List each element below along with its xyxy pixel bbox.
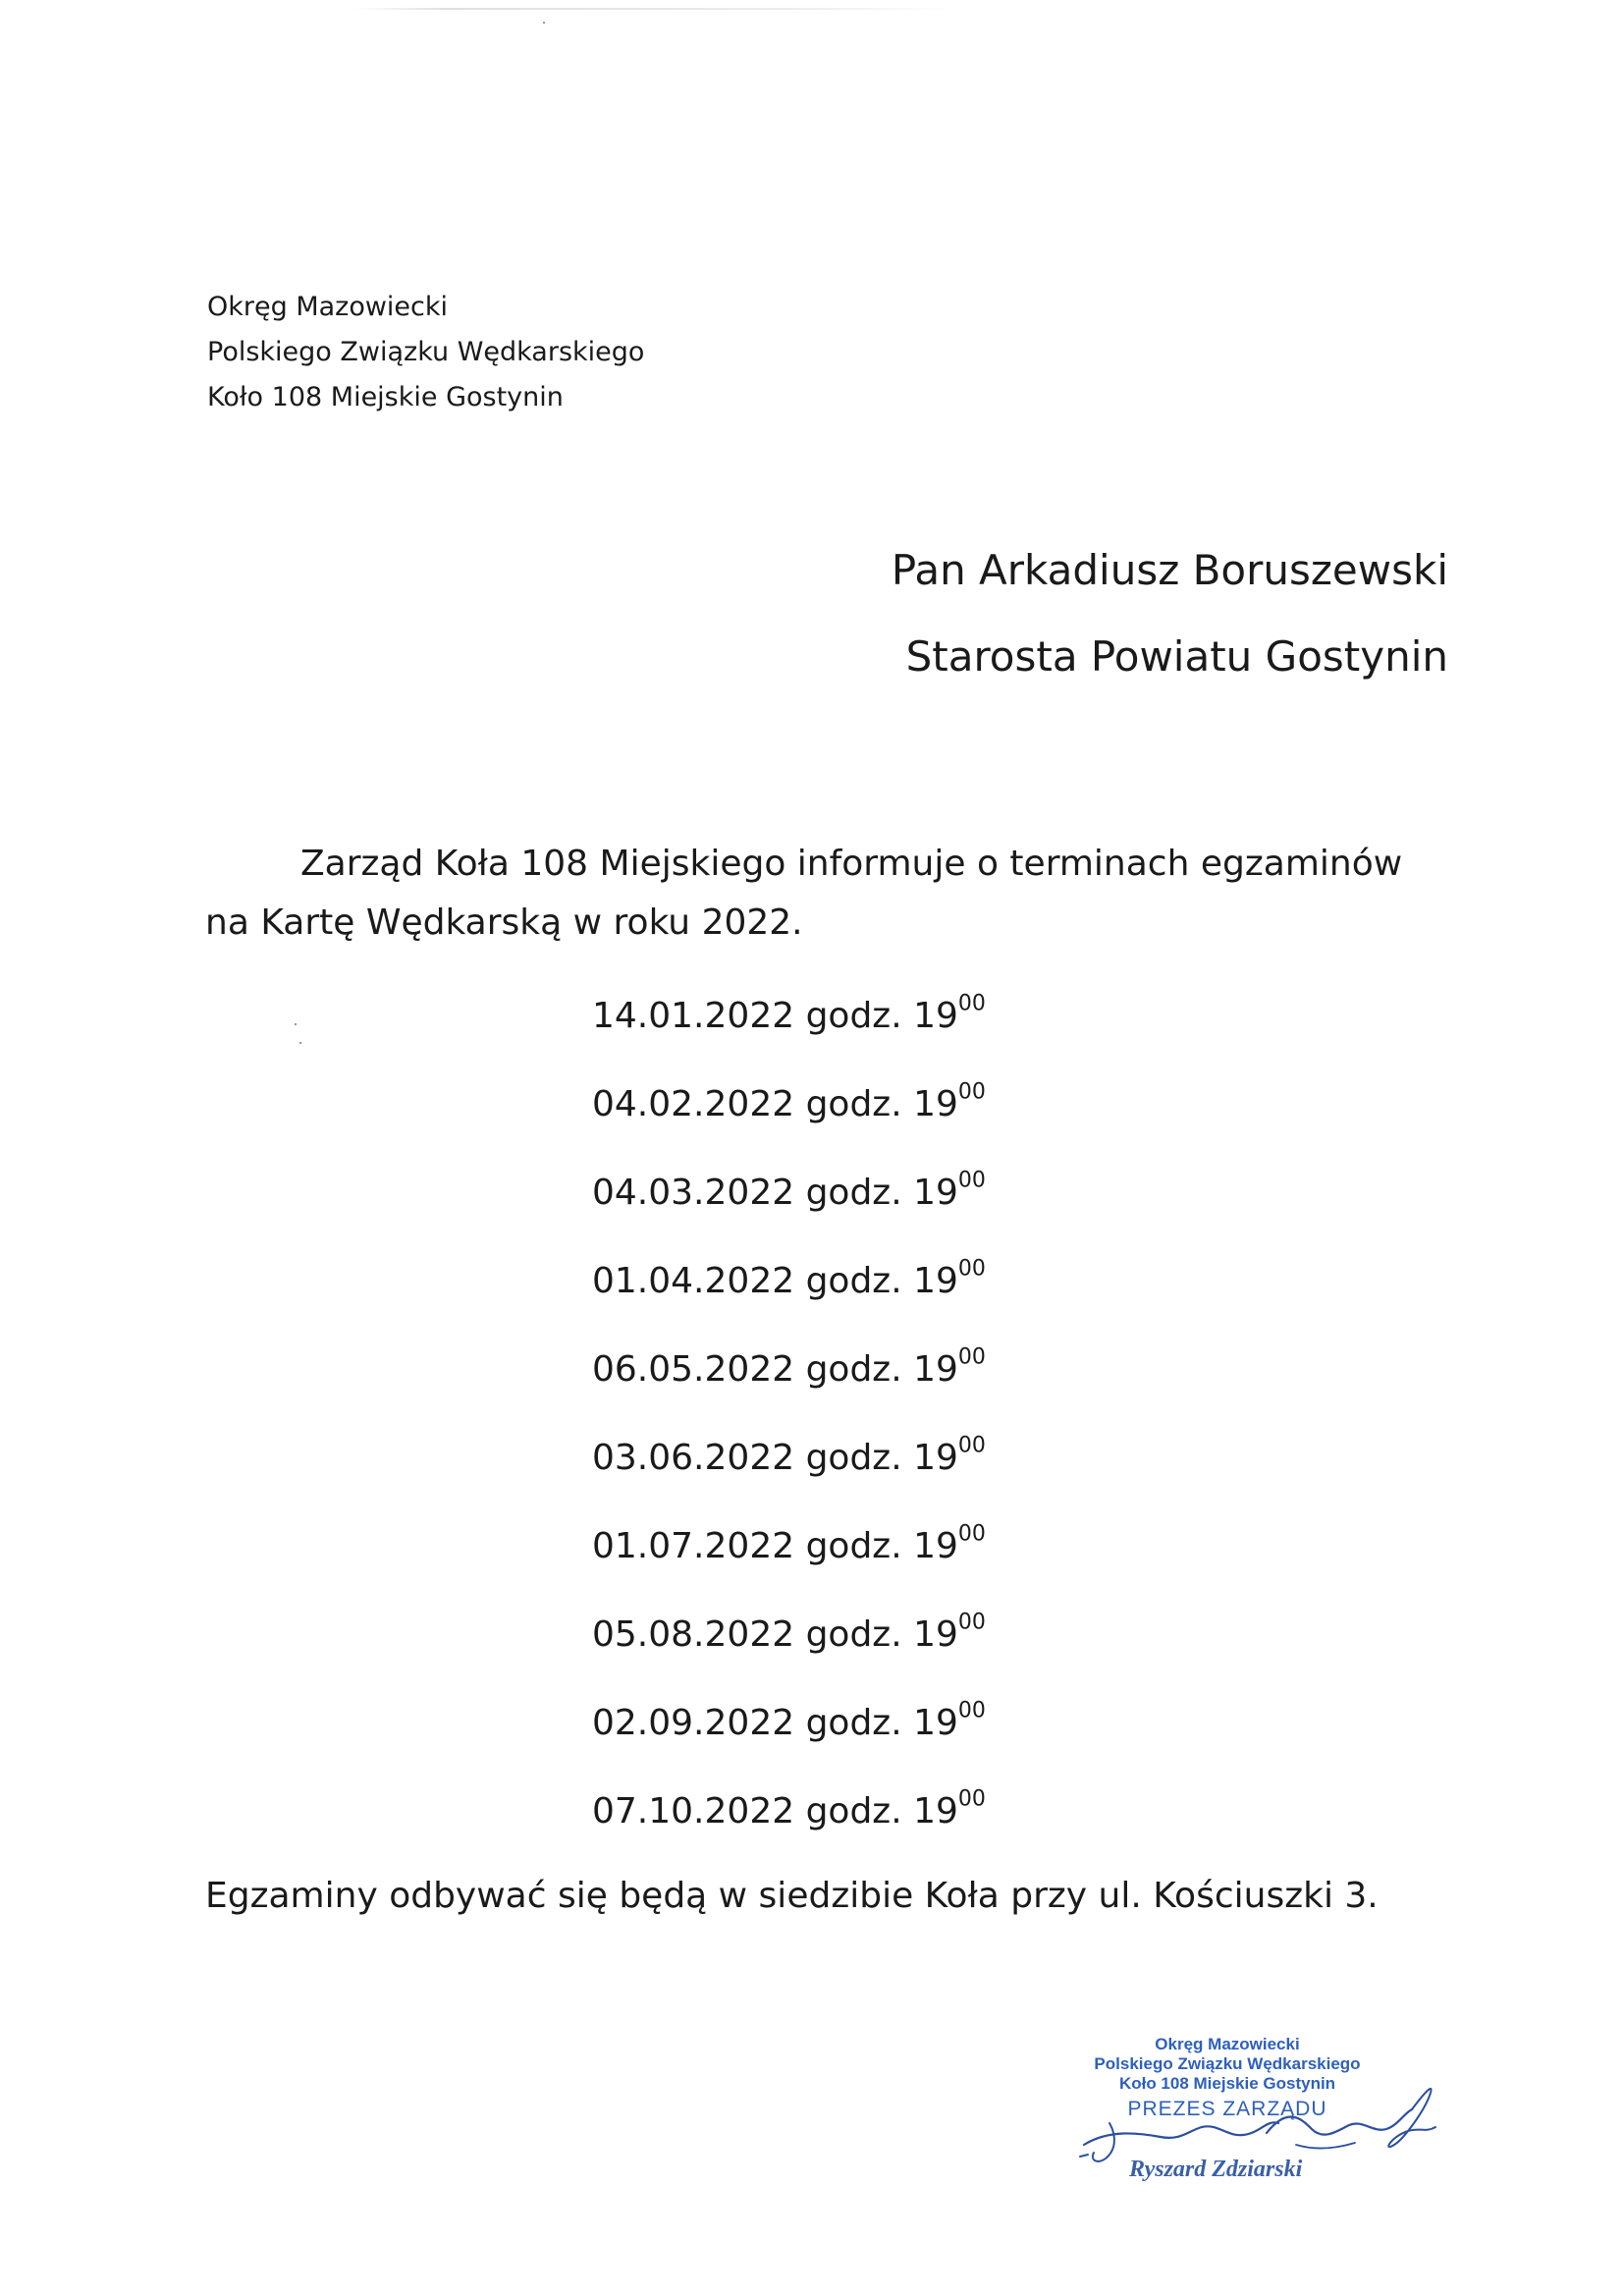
exam-hour: 19	[913, 1084, 958, 1124]
exam-time-label: godz.	[805, 1261, 902, 1301]
exam-date-row	[592, 1072, 986, 1161]
exam-minutes: 00	[957, 991, 986, 1016]
exam-date: 01.04.2022	[592, 1261, 795, 1301]
exam-hour: 19	[913, 996, 958, 1036]
exam-hour: 19	[913, 1173, 958, 1213]
stamp-signatory-name: Ryszard Zdziarski	[1129, 2157, 1303, 2182]
exam-date: 01.07.2022	[592, 1526, 795, 1566]
exam-time-label: godz.	[805, 1614, 902, 1655]
exam-minutes: 00	[957, 1344, 986, 1370]
sender-line-1: Okręg Mazowiecki	[207, 292, 449, 322]
exam-date: 02.09.2022	[592, 1703, 795, 1743]
exam-date: 06.05.2022	[592, 1349, 795, 1390]
sender-block	[207, 285, 644, 420]
stamp-role: PREZES ZARZĄDU	[1127, 2098, 1327, 2120]
exam-date-row	[592, 1249, 986, 1338]
exam-date: 04.02.2022	[592, 1084, 795, 1124]
exam-time-label: godz.	[805, 1791, 902, 1831]
exam-date-row	[592, 1514, 986, 1603]
addressee-name: Pan Arkadiusz Boruszewski	[891, 546, 1448, 594]
scan-speck	[299, 1042, 301, 1044]
exam-hour: 19	[913, 1703, 958, 1743]
exam-hour: 19	[913, 1438, 958, 1478]
exam-hour: 19	[913, 1614, 958, 1655]
exam-date-row	[592, 1338, 986, 1426]
sender-line-3: Koło 108 Miejskie Gostynin	[207, 382, 564, 412]
exam-minutes: 00	[957, 1786, 986, 1812]
exam-minutes: 00	[957, 1079, 986, 1105]
exam-hour: 19	[913, 1349, 958, 1390]
exam-hour: 19	[913, 1261, 958, 1301]
scan-artifact-line	[353, 8, 962, 10]
exam-minutes: 00	[957, 1433, 986, 1458]
addressee-block	[892, 527, 1448, 700]
closing-sentence: Egzaminy odbywać się będą w siedzibie Koła przy ul. Kościuszki 3.	[205, 1876, 1379, 1916]
stamp-line-1: Okręg Mazowiecki	[1155, 2035, 1300, 2053]
exam-date: 14.01.2022	[592, 996, 795, 1036]
exam-time-label: godz.	[805, 1438, 902, 1478]
exam-dates-list	[592, 984, 986, 1868]
exam-time-label: godz.	[805, 1703, 902, 1743]
addressee-title: Starosta Powiatu Gostynin	[905, 632, 1448, 681]
exam-date: 07.10.2022	[592, 1791, 795, 1831]
exam-date-row	[592, 1603, 986, 1691]
exam-date-row	[592, 1161, 986, 1249]
exam-time-label: godz.	[805, 1526, 902, 1566]
scan-speck	[543, 22, 545, 24]
exam-minutes: 00	[957, 1610, 986, 1635]
exam-time-label: godz.	[805, 1173, 902, 1213]
exam-date: 05.08.2022	[592, 1614, 795, 1655]
scan-speck	[295, 1023, 297, 1025]
handwritten-signature	[1070, 2035, 1463, 2212]
intro-line-1: Zarząd Koła 108 Miejskiego informuje o terminach egzaminów	[300, 844, 1403, 884]
exam-time-label: godz.	[805, 996, 902, 1036]
sender-line-2: Polskiego Związku Wędkarskiego	[207, 337, 645, 367]
exam-hour: 19	[913, 1526, 958, 1566]
exam-minutes: 00	[957, 1521, 986, 1547]
stamp-line-2: Polskiego Związku Wędkarskiego	[1094, 2054, 1361, 2073]
exam-minutes: 00	[957, 1698, 986, 1723]
exam-date-row	[592, 1691, 986, 1779]
stamp-line-3: Koło 108 Miejskie Gostynin	[1118, 2074, 1336, 2093]
exam-date-row	[592, 1426, 986, 1514]
exam-hour: 19	[913, 1791, 958, 1831]
exam-minutes: 00	[957, 1256, 986, 1282]
exam-minutes: 00	[957, 1168, 986, 1193]
intro-line-2: na Kartę Wędkarską w roku 2022.	[205, 902, 803, 943]
exam-time-label: godz.	[805, 1349, 902, 1390]
exam-date-row	[592, 1779, 986, 1868]
exam-date: 04.03.2022	[592, 1173, 795, 1213]
intro-paragraph	[205, 835, 1462, 953]
exam-date-row	[592, 984, 986, 1072]
exam-date: 03.06.2022	[592, 1438, 795, 1478]
official-stamp	[1070, 2035, 1463, 2212]
exam-time-label: godz.	[805, 1084, 902, 1124]
